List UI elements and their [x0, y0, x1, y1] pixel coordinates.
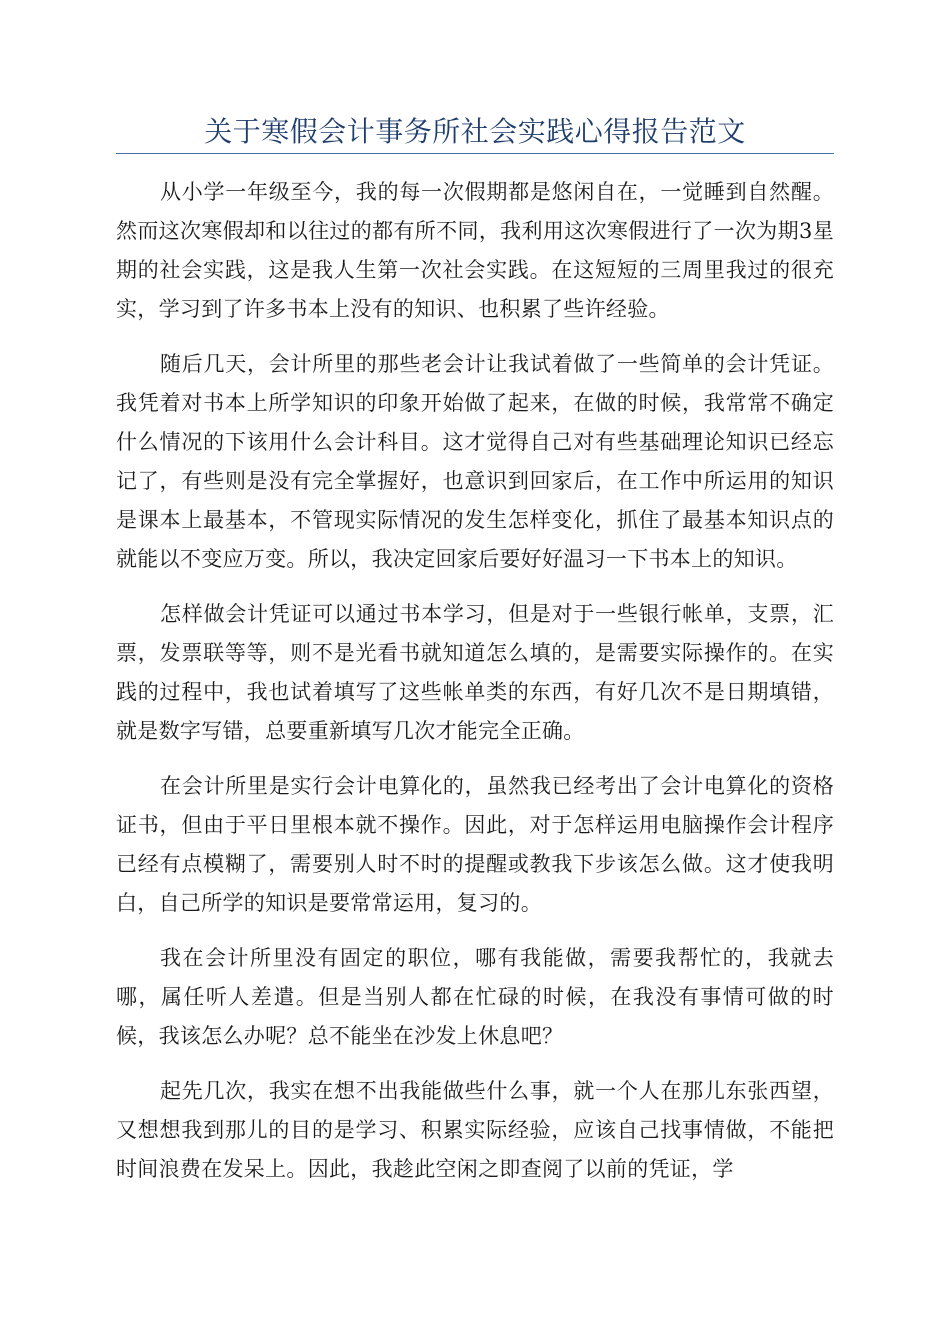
- title-underline: [116, 153, 834, 154]
- paragraph: 从小学一年级至今，我的每一次假期都是悠闲自在，一觉睡到自然醒。然而这次寒假却和以往过的都有所不同，我利用这次寒假进行了一次为期3星期的社会实践，这是我人生第一次社会实践。在这短短的三周里我过的很充实，学习到了许多书本上没有的知识、也积累了些许经验。: [116, 180, 834, 321]
- document-body: [116, 173, 834, 1205]
- paragraph: 我在会计所里没有固定的职位，哪有我能做，需要我帮忙的，我就去哪，属任听人差遣。但是当别人都在忙碌的时候，在我没有事情可做的时候，我该怎么办呢？总不能坐在沙发上休息吧？: [116, 946, 834, 1048]
- paragraph: 起先几次，我实在想不出我能做些什么事，就一个人在那儿东张西望，又想想我到那儿的目的是学习、积累实际经验，应该自己找事情做，不能把时间浪费在发呆上。因此，我趁此空闲之即查阅了以前的凭证，学: [116, 1079, 834, 1181]
- document-title: 关于寒假会计事务所社会实践心得报告范文: [204, 115, 746, 148]
- paragraph: 怎样做会计凭证可以通过书本学习，但是对于一些银行帐单，支票，汇票，发票联等等，则不是光看书就知道怎么填的，是需要实际操作的。在实践的过程中，我也试着填写了这些帐单类的东西，有好几次不是日期填错，就是数字写错，总要重新填写几次才能完全正确。: [116, 602, 834, 743]
- paragraph: 随后几天，会计所里的那些老会计让我试着做了一些简单的会计凭证。我凭着对书本上所学知识的印象开始做了起来，在做的时候，我常常不确定什么情况的下该用什么会计科目。这才觉得自己对有些基础理论知识已经忘记了，有些则是没有完全掌握好，也意识到回家后，在工作中所运用的知识是课本上最基本，不管现实际情况的发生怎样变化，抓住了最基本知识点的就能以不变应万变。所以，我决定回家后要好好温习一下书本上的知识。: [116, 352, 834, 571]
- paragraph: 在会计所里是实行会计电算化的，虽然我已经考出了会计电算化的资格证书，但由于平日里根本就不操作。因此，对于怎样运用电脑操作会计程序已经有点模糊了，需要别人时不时的提醒或教我下步该怎么做。这才使我明白，自己所学的知识是要常常运用，复习的。: [116, 774, 834, 915]
